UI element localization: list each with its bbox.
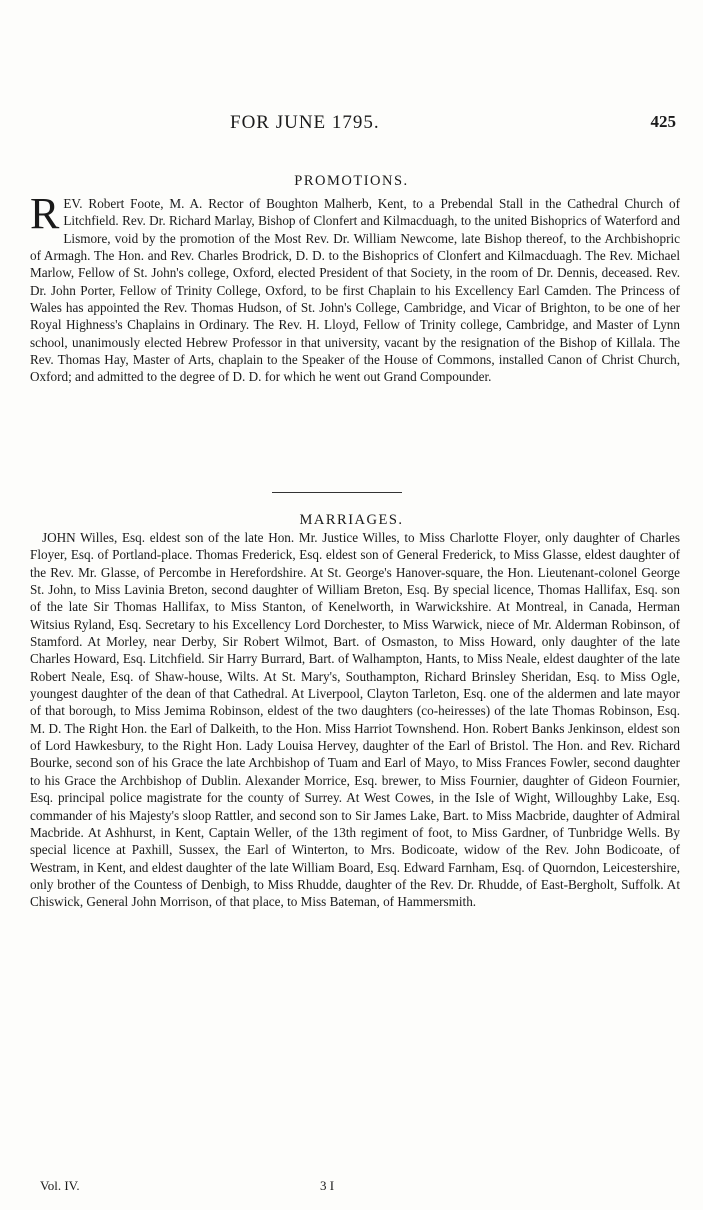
promotions-body: EV. Robert Foote, M. A. Rector of Boughton Malherb, Kent, to a Prebendal Stall in the Cathedral Church of Litchfield. Rev. Dr. Richard Marlay, Bishop of Clonfert and Kilmacduagh, to the united Bishoprics of Waterford and Lismore, void by the promotion of the Most Rev. Dr. William Newcome, late Bishop thereof, to the Archbishopric of Armagh. The Hon. and Rev. Charles Brodrick, D. D. to the Bishoprics of Clonfert and Kilmacduagh. The Rev. Michael Marlow, Fellow of St. John's college, Oxford, elected President of that Society, in the room of Dr. Dennis, deceased. Rev. Dr. John Porter, Fellow of Trinity College, Oxford, to be first Chaplain to his Excellency Earl Camden. The Princess of Wales has appointed the Rev. Thomas Hudson, of St. John's College, Cambridge, and Vicar of Brighton, to be one of her Royal Highness's Chaplains in Ordinary. The Rev. H. Lloyd, Fellow of Trinity college, Cambridge, and Master of Lynn school, unanimously elected Hebrew Professor in that university, vacant by the resignation of the Bishop of Killala. The Rev. Thomas Hay, Master of Arts, chaplain to the Speaker of the House of Commons, installed Canon of Christ Church, Oxford; and admitted to the degree of D. D. for which he went out Grand Compounder. <box>30 196 680 385</box>
marriages-paragraph: JOHN Willes, Esq. eldest son of the late Hon. Mr. Justice Willes, to Miss Charlotte Floyer, only daughter of Charles Floyer, Esq. of Portland-place. Thomas Frederick, Esq. eldest son of General Frederick, to Miss Glasse, eldest daughter of the Rev. Mr. Glasse, of Percombe in Herefordshire. At St. George's Hanover-square, the Hon. Lieutenant-colonel George St. John, to Miss Lavinia Breton, second daughter of William Breton, Esq. By special licence, Thomas Hallifax, Esq. son of the late Sir Thomas Hallifax, to Miss Stanton, of Kenelworth, in Warwickshire. At Montreal, in Canada, Herman Witsius Ryland, Esq. Secretary to his Excellency Lord Dorchester, to Miss Warwick, niece of Mr. Alderman Robinson, of Stamford. At Morley, near Derby, Sir Robert Wilmot, Bart. of Osmaston, to Miss Howard, only daughter of the late Charles Howard, Esq. Litchfield. Sir Harry Burrard, Bart. of Walhampton, Hants, to Miss Neale, eldest daughter of the late Robert Neale, Esq. of Shaw-house, Wilts. At St. Mary's, Southampton, Richard Brinsley Sheridan, Esq. to Miss Ogle, youngest daughter of the dean of that Cathedral. At Liverpool, Clayton Tarleton, Esq. one of the aldermen and late mayor of that borough, to Miss Jemima Robinson, eldest of the two daughters (co-heiresses) of the late Thomas Robinson, Esq. M. D. The Right Hon. the Earl of Dalkeith, to the Hon. Miss Harriot Townshend. Hon. Robert Banks Jenkinson, eldest son of Lord Hawkesbury, to the Right Hon. Lady Louisa Hervey, daughter of the Earl of Bristol. The Hon. and Rev. Richard Bourke, second son of his Grace the late Archbishop of Tuam and Earl of Mayo, to Miss Frances Fowler, second daughter to his Grace the Archbishop of Dublin. Alexander Morrice, Esq. brewer, to Miss Fournier, daughter of Gideon Fournier, Esq. principal police magistrate for the county of Surrey. At West Cowes, in the Isle of Wight, Willoughby Lake, Esq. commander of his Majesty's sloop Rattler, and second son to Sir James Lake, Bart. to Miss Macbride, daughter of Admiral Macbride. At Ashhurst, in Kent, Captain Weller, of the 13th regiment of foot, to Miss Gardner, of Tunbridge Wells. By special licence at Paxhill, Sussex, the Earl of Winterton, to Mrs. Bodicoate, widow of the Rev. John Bodicoate, of Westram, in Kent, and eldest daughter of the late William Board, Esq. Edward Farnham, Esq. of Quorndon, Leicestershire, only brother of the Countess of Denbigh, to Miss Rhudde, daughter of the Rev. Dr. Rhudde, of East-Bergholt, Suffolk. At Chiswick, General John Morrison, of that place, to Miss Bateman, of Hammersmith. <box>30 530 680 910</box>
marriages-heading: MARRIAGES. <box>299 512 404 528</box>
page-footer <box>30 1178 680 1196</box>
drop-cap: R <box>30 189 60 238</box>
running-head <box>30 112 680 136</box>
section-divider <box>272 492 402 493</box>
page-number: 425 <box>650 112 676 131</box>
signature-mark: 3 I <box>320 1178 335 1193</box>
promotions-paragraph <box>30 189 680 386</box>
promotions-heading: PROMOTIONS. <box>294 173 409 189</box>
running-title: FOR JUNE 1795. <box>230 112 380 133</box>
volume-label: Vol. IV. <box>40 1178 80 1193</box>
